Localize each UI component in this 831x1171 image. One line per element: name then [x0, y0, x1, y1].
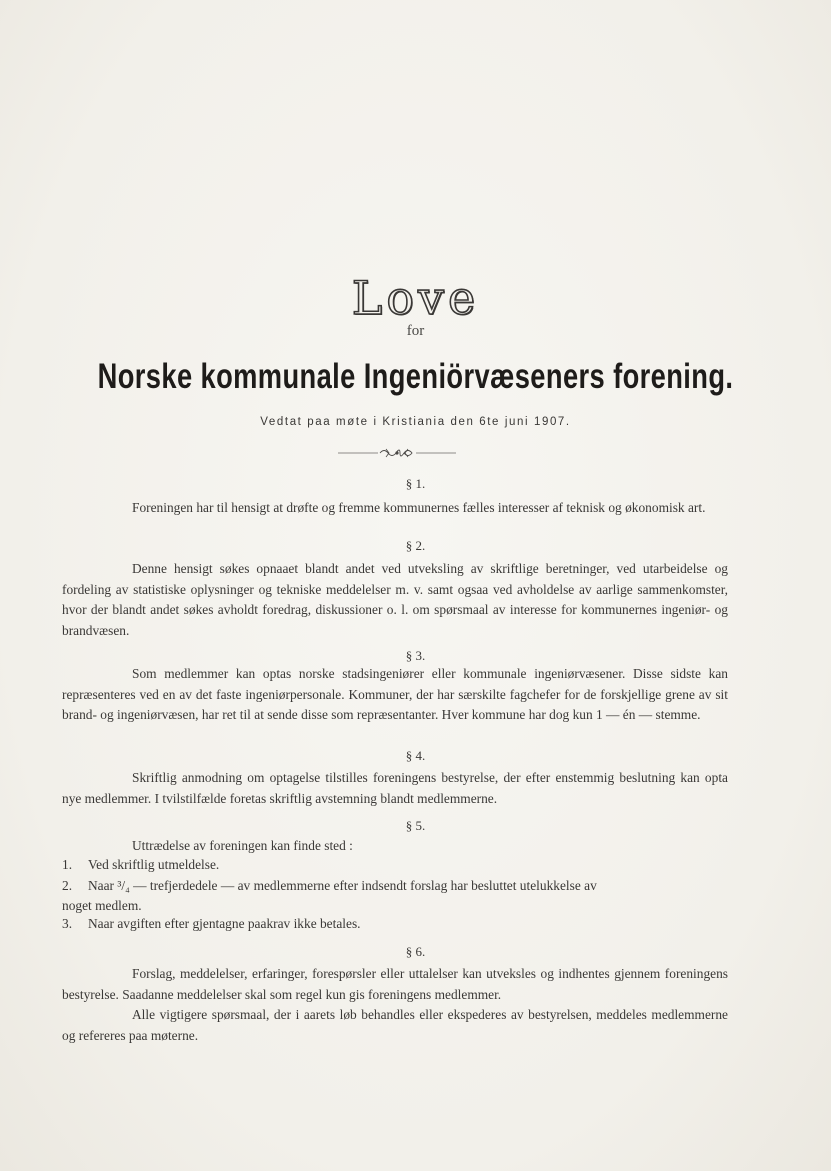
- section-1-text: [62, 498, 728, 519]
- section-3-heading: § 3.: [405, 648, 426, 663]
- list-item-text: Naar avgiften efter gjentagne paakrav ikke betales.: [88, 916, 361, 931]
- list-item-number: 3.: [62, 916, 73, 931]
- section-6-text: [62, 964, 728, 1046]
- title-love: Love: [351, 271, 480, 325]
- title-main: Norske kommunale Ingeniörvæseners forening.: [97, 357, 734, 396]
- section-6-paragraph: Forslag, meddelelser, erfaringer, forespørsler eller uttalelser kan utveksles og indhentes gjennem foreningens bestyrelse. Saadanne meddelelser skal som regel kun gis foreningens medlemmer.: [62, 966, 728, 1002]
- section-3-paragraph: Som medlemmer kan optas norske stadsingeniører eller kommunale ingeniørvæsener. Disse sidste kan repræsenteres ved en av det faste ingeniørpersonale. Kommuner, der har særskilte fagchefer for de forskjellige grene av sit brand- og ingeniørvæsen, har ret til at sende disse som repræsentanter. Hver kommune har dog kun 1 — én — stemme.: [62, 666, 728, 723]
- section-6-paragraph: Alle vigtigere spørsmaal, der i aarets løb behandles eller ekspederes av bestyrelsen, meddeles medlemmerne og refereres paa møterne.: [62, 1007, 728, 1043]
- list-item-text: Naar ³/₄ — trefjerdedele — av medlemmerne efter indsendt forslag har besluttet utelukkelse av: [88, 878, 597, 893]
- section-3-text: [62, 664, 728, 726]
- section-1-paragraph: Foreningen har til hensigt at drøfte og fremme kommunernes fælles interesser af teknisk og økonomisk art.: [132, 500, 706, 515]
- section-5-intro-block: [62, 836, 728, 857]
- section-4-text: [62, 768, 728, 809]
- section-4-heading: § 4.: [405, 748, 426, 763]
- list-item-number: 1.: [62, 857, 73, 872]
- section-6-heading: § 6.: [405, 944, 426, 959]
- list-item: [62, 855, 728, 876]
- ornament-divider: [338, 445, 456, 461]
- section-5-heading: § 5.: [405, 818, 426, 833]
- title-for: for: [406, 323, 425, 339]
- section-1-heading: § 1.: [405, 476, 426, 491]
- section-2-paragraph: Denne hensigt søkes opnaaet blandt andet ved utveksling av skriftlige beretninger, ved utarbeidelse og fordeling av statistiske oplysninger og tekniske meddelelser m. v. samt ogsaa ved avholdelse av aarlige sammenkomster, hvor der blandt andet søkes avholdt foredrag, diskussioner o. l. om spørsmaal av interesse for kommunernes ingeniør- og brandvæsen.: [62, 561, 728, 638]
- list-item: [62, 914, 728, 935]
- section-2-heading: § 2.: [405, 538, 426, 553]
- list-item-text: Ved skriftlig utmeldelse.: [88, 857, 220, 872]
- list-item: [62, 876, 728, 897]
- list-item-number: 2.: [62, 878, 73, 893]
- list-item-continuation-text: noget medlem.: [62, 898, 142, 913]
- section-4-paragraph: Skriftlig anmodning om optagelse tilstilles foreningens bestyrelse, der efter enstemmig beslutning kan opta nye medlemmer. I tvilstilfælde foretas skriftlig avstemning blandt medlemmerne.: [62, 770, 728, 806]
- subtitle: Vedtat paa møte i Kristiania den 6te juni 1907.: [260, 416, 571, 428]
- section-2-text: [62, 559, 728, 641]
- section-5-intro: Uttrædelse av foreningen kan finde sted :: [132, 838, 353, 853]
